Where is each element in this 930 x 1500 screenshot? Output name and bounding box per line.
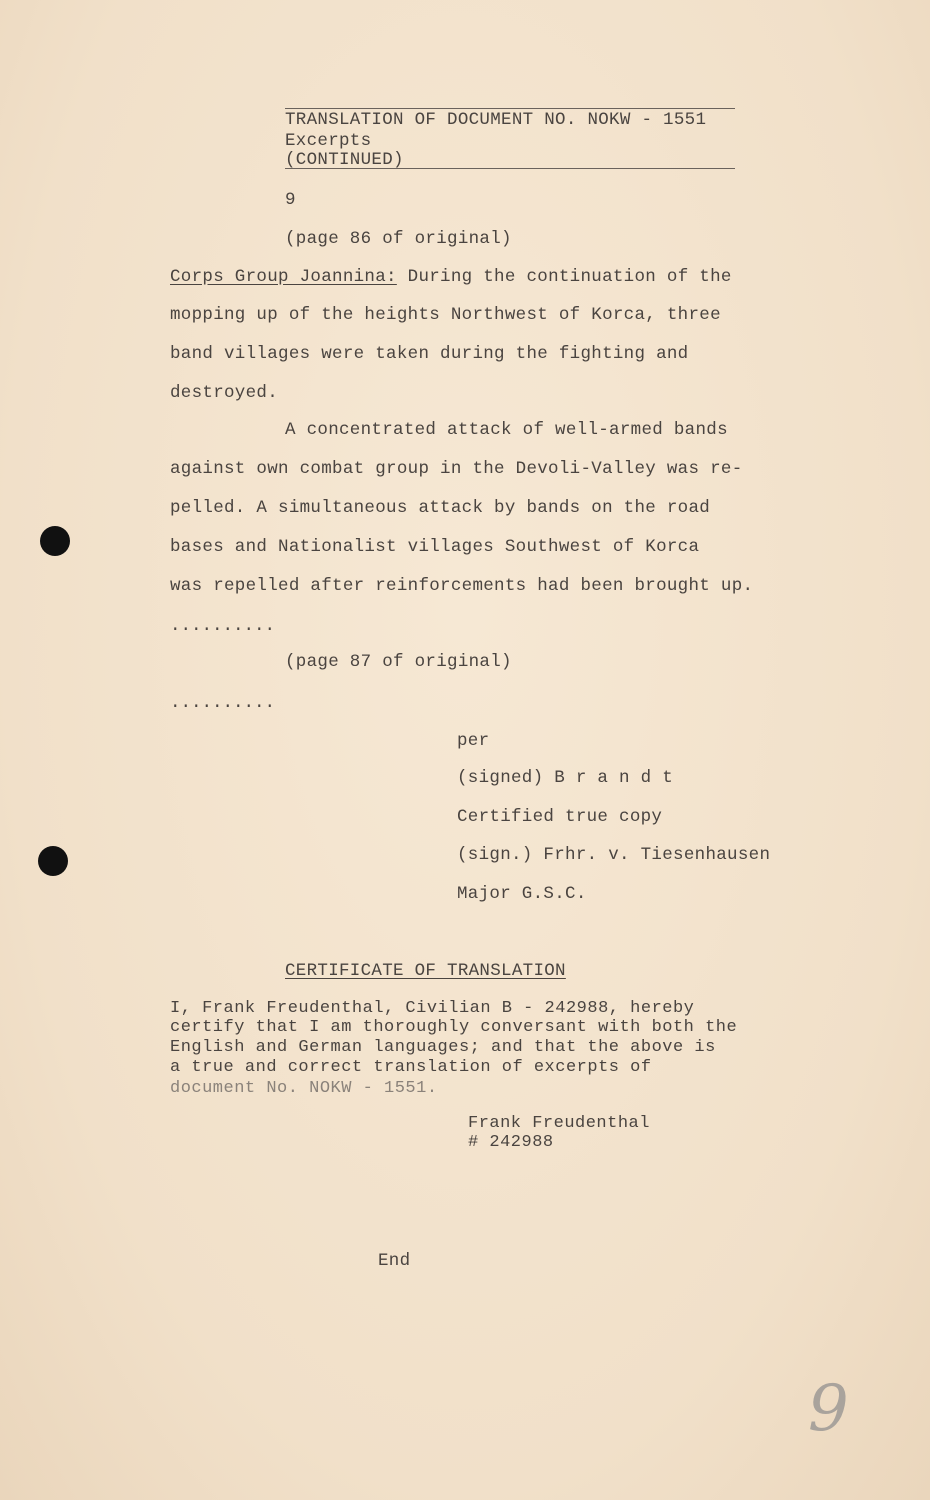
- body-line-2: mopping up of the heights Northwest of Korca, three: [170, 305, 721, 325]
- body-line-1: [170, 267, 732, 287]
- signature-rank: Major G.S.C.: [457, 884, 587, 904]
- header-top-rule: [285, 108, 735, 109]
- body-line-3: band villages were taken during the fighting and: [170, 344, 689, 364]
- certificate-line-2: certify that I am thoroughly conversant with both the: [170, 1018, 738, 1037]
- body-line-6: against own combat group in the Devoli-Valley was re-: [170, 459, 743, 479]
- page-number: 9: [285, 190, 296, 210]
- certificate-line-5: document No. NOKW - 1551.: [170, 1079, 438, 1098]
- page-reference-87: (page 87 of original): [285, 652, 512, 672]
- body-line-1-text: During the continuation of the: [396, 267, 732, 287]
- punch-hole-bottom: [38, 846, 68, 876]
- certificate-line-4: a true and correct translation of excerpts of: [170, 1058, 652, 1077]
- signature-sign: (sign.) Frhr. v. Tiesenhausen: [457, 845, 771, 865]
- header-subtitle: Excerpts: [285, 131, 372, 151]
- certificate-line-3: English and German languages; and that the above is: [170, 1038, 716, 1057]
- certificate-line-1: I, Frank Freudenthal, Civilian B - 242988, hereby: [170, 999, 695, 1018]
- signature-signed: (signed) B r a n d t: [457, 768, 674, 788]
- page-reference-86: (page 86 of original): [285, 229, 512, 249]
- body-line-5: A concentrated attack of well-armed bands: [285, 420, 728, 440]
- signature-certified: Certified true copy: [457, 807, 663, 827]
- signature-per: per: [457, 731, 490, 751]
- ellipsis-1: ..........: [170, 616, 276, 636]
- body-line-9: was repelled after reinforcements had been brought up.: [170, 576, 754, 596]
- header-title: TRANSLATION OF DOCUMENT NO. NOKW - 1551: [285, 110, 707, 130]
- punch-hole-top: [40, 526, 70, 556]
- ellipsis-2: ..........: [170, 693, 276, 713]
- header-bottom-rule: [285, 168, 735, 169]
- handwritten-page-mark: 9: [808, 1372, 849, 1446]
- body-line-4: destroyed.: [170, 383, 279, 403]
- end-marker: End: [378, 1251, 411, 1271]
- certificate-signer: Frank Freudenthal: [468, 1114, 650, 1133]
- certificate-signer-id: # 242988: [468, 1133, 554, 1152]
- header-continued: (CONTINUED): [285, 150, 404, 170]
- body-line-8: bases and Nationalist villages Southwest of Korca: [170, 537, 700, 557]
- corps-group-label: Corps Group Joannina:: [170, 267, 397, 287]
- certificate-title: CERTIFICATE OF TRANSLATION: [285, 961, 566, 981]
- body-line-7: pelled. A simultaneous attack by bands on the road: [170, 498, 711, 518]
